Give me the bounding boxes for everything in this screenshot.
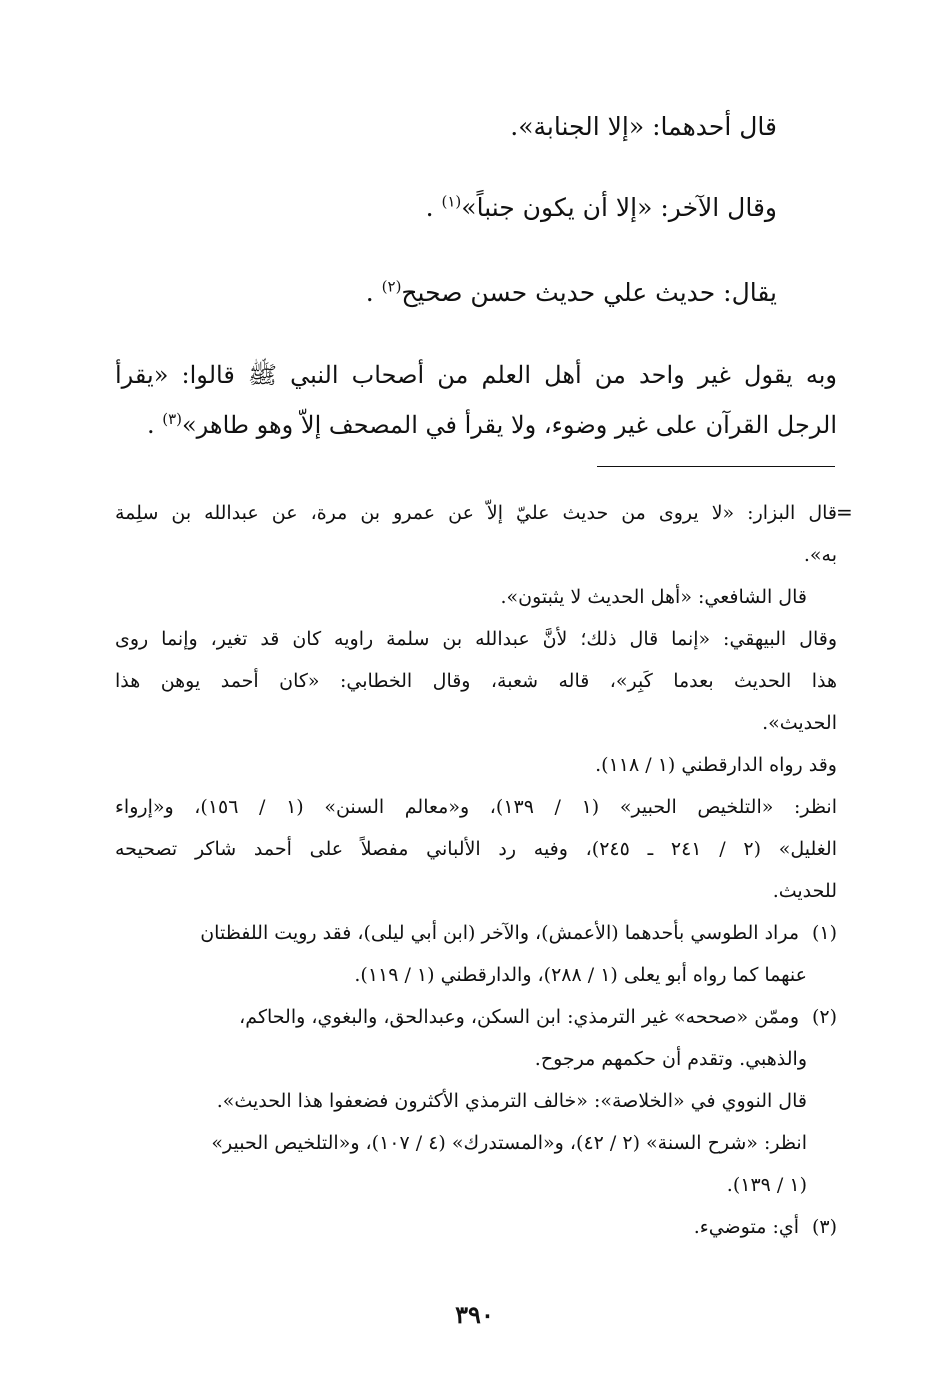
footnote-line: أي: متوضيء.: [693, 1216, 799, 1238]
main-line-3-end: .: [365, 278, 382, 307]
main-paragraph-text: وبه يقول غير واحد من أهل العلم من أصحاب النبي ﷺ قالوا: «يقرأ الرجل القرآن على غير وضوء، ولا يقرأ في المصحف إلاّ وهو طاهر»: [115, 361, 837, 439]
footnote-line: به».: [803, 544, 837, 566]
footnote-line: هذا الحديث بعدما كَبِر»، قاله شعبة، وقال الخطابي: «كان أحمد يوهن هذا: [115, 670, 837, 692]
footnotes: [115, 492, 837, 1248]
main-line-3: [366, 278, 777, 308]
footnote-line: وممّن «صححه» غير الترمذي: ابن السكن، وعبدالحق، والبغوي، والحاكم،: [239, 1006, 799, 1028]
footnote-line: قال البزار: «لا يروى من حديث عليّ إلاّ عن عمرو بن مرة، عن عبدالله بن سلِمة: [115, 502, 837, 524]
page-number: ٣٩٠: [455, 1300, 494, 1329]
main-line-2: [426, 193, 777, 223]
footnote-line: والذهبي. وتقدم أن حكمهم مرجوح.: [534, 1048, 807, 1070]
footnote-number-1: (١): [811, 922, 837, 944]
footnote-ref-1[interactable]: (١): [441, 192, 462, 211]
main-line-1-text: قال أحدهما: «إلا الجنابة».: [510, 112, 777, 141]
main-paragraph: [115, 350, 837, 450]
footnote-2: [115, 996, 837, 1038]
footnote-3: [115, 1206, 837, 1248]
footnote-line: عنهما كما رواه أبو يعلى (١ / ٢٨٨)، والدارقطني (١ / ١١٩).: [354, 964, 807, 986]
footnote-line: الحديث».: [762, 712, 837, 734]
footnote-line: انظر: «التلخيص الحبير» (١ / ١٣٩)، و«معالم السنن» (١ / ١٥٦)، و«إرواء: [115, 796, 837, 818]
main-line-2-text: وقال الآخر: «إلا أن يكون جنباً»: [461, 193, 777, 222]
footnote-line: قال الشافعي: «أهل الحديث لا يثبتون».: [500, 586, 807, 608]
footnote-ref-2[interactable]: (٢): [381, 277, 402, 296]
footnote-number-2: (٢): [811, 1006, 837, 1028]
footnote-line: قال النووي في «الخلاصة»: «خالف الترمذي الأكثرون فضعفوا هذا الحديث».: [216, 1090, 807, 1112]
footnote-number-3: (٣): [811, 1216, 837, 1238]
footnote-line: وقد رواه الدارقطني (١ / ١١٨).: [595, 754, 837, 776]
footnote-line: (١ / ١٣٩).: [726, 1174, 807, 1196]
main-paragraph-end: .: [146, 411, 163, 439]
footnote-line: مراد الطوسي بأحدهما (الأعمش)، والآخر (ابن أبي ليلى)، فقد رويت اللفظتان: [200, 922, 799, 944]
main-line-2-end: .: [425, 193, 442, 222]
continuation-mark: =: [836, 500, 853, 524]
main-line-3-text: يقال: حديث علي حديث حسن صحيح: [401, 278, 777, 307]
footnote-line: للحديث.: [772, 880, 837, 902]
footnote-ref-3[interactable]: (٣): [162, 410, 182, 428]
footnote-line: الغليل» (٢ / ٢٤١ ـ ٢٤٥)، وفيه رد الألباني مفصلاً على أحمد شاكر تصحيحه: [115, 838, 837, 860]
footnote-line: وقال البيهقي: «إنما قال ذلك؛ لأنَّ عبدالله بن سلمة راويه كان قد تغير، وإنما روى: [115, 628, 837, 650]
footnote-separator: [597, 466, 835, 467]
footnote-line: انظر: «شرح السنة» (٢ / ٤٢)، و«المستدرك» (٤ / ١٠٧)، و«التلخيص الحبير»: [211, 1132, 807, 1154]
footnote-1: [115, 912, 837, 954]
main-line-1: [510, 112, 777, 142]
